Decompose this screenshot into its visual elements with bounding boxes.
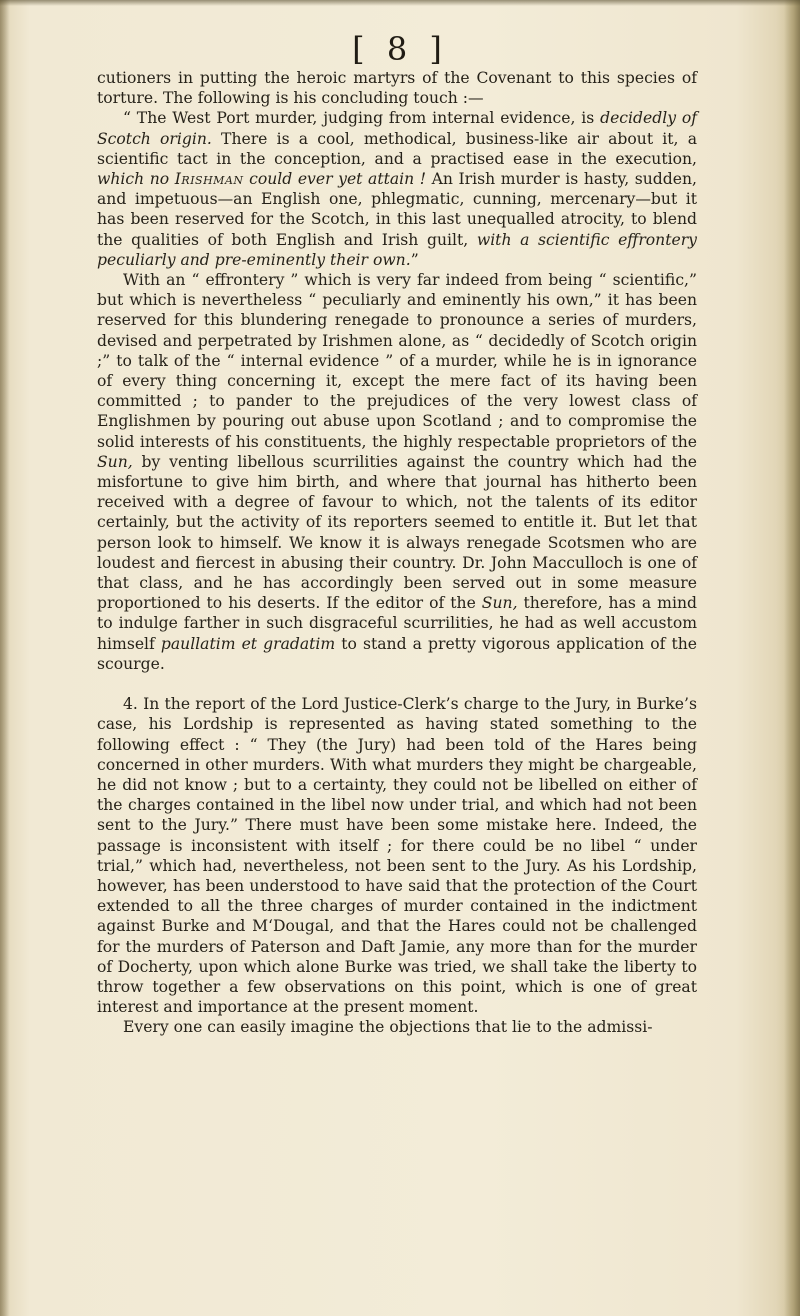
quote-text: There is a cool, methodical, business-like air about it, a scientific tact in the conception, and a practised ease in the execution,	[97, 129, 697, 168]
quoted-passage	[97, 108, 697, 270]
quote-text: An Irish murder is hasty, sudden, and impetuous—an English one, phlegmatic, cunning, mercenary—but it has been reserved for the Scotch, in this last unequalled atrocity, to blend the qualities of both English and Irish guilt,	[97, 170, 698, 249]
quote-emphasis: which no	[97, 170, 175, 189]
paragraph-section-4: 4. In the report of the Lord Justice-Clerk’s charge to the Jury, in Burke’s case, his Lordship is represented as having stated something to the following effect : “ They (the Jury) had been told of the Hares being concerned in other murders. With what murders they might be chargeable, he did not know ; but to a certainty, they could not be libelled on either of the charges contained in the libel now under trial, and which had not been sent to the Jury.” There must have been some mistake here. Indeed, the passage is inconsistent with itself ; for there could be no libel “ under trial,” which had, nevertheless, not been sent to the Jury. As his Lordship, however, has been understood to have said that the protection of the Court extended to all the three charges of murder contained in the indictment against Burke and M‘Dougal, and that the Hares could not be challenged for the murders of Paterson and Daft Jamie, any more than for the murder of Docherty, upon which alone Burke was tried, we shall take the liberty to throw together a few observations on this point, which is one of great interest and importance at the present moment.	[97, 695, 697, 1017]
paragraph-final: Every one can easily imagine the objections that lie to the admissi-	[123, 1018, 653, 1037]
left-page-edge	[0, 0, 10, 1316]
page-number: [ 8 ]	[352, 30, 448, 68]
newspaper-title: Sun,	[481, 594, 518, 613]
quote-emphasis: with a scientific effrontery peculiarly and pre-eminently their own.	[97, 230, 697, 269]
paragraph-text: by venting libellous scurrilities against the country which had the misfortune to give him birth, and where that journal has hitherto been received with a degree of favour to which, not the talents of its editor certainly, but the activity of its reporters seemed to entitle it. But let that person look to himself. We know it is always renegade Scotsmen who are loudest and fiercest in abusing their country. Dr. John Macculloch is one of that class, and he has accordingly been served out in some measure proportioned to his deserts. If the editor of the	[97, 452, 697, 613]
latin-phrase: paullatim et gradatim	[160, 634, 336, 653]
newspaper-title: Sun,	[97, 452, 133, 471]
quote-close: ”	[410, 250, 419, 269]
quote-emphasis: could ever yet attain !	[243, 170, 427, 189]
quote-emphasis-smallcaps: Irishman	[174, 170, 244, 189]
paragraph-text: to stand a pretty vigorous application of the scourge.	[97, 634, 697, 673]
body-text	[97, 68, 697, 1038]
quote-text: “ The West Port murder, judging from internal evidence, is	[123, 109, 601, 128]
paragraph-effrontery	[97, 270, 697, 674]
paragraph-continuation: cutioners in putting the heroic martyrs of the Covenant to this species of torture. The following is his concluding touch :—	[97, 69, 697, 108]
paragraph-text: therefore, has a mind to indulge farther in such disgraceful scurrilities, he had as well accustom himself	[97, 594, 697, 653]
quote-emphasis: decidedly of Scotch origin.	[97, 109, 698, 148]
top-page-edge	[0, 0, 800, 6]
right-binding-edge	[784, 0, 800, 1316]
paragraph-text: With an “ effrontery ” which is very far indeed from being “ scientific,” but which is nevertheless “ peculiarly and eminently his own,” it has been reserved for this blundering renegade to pronounce a series of murders, devised and perpetrated by Irishmen alone, as “ decidedly of Scotch origin ;” to talk of the “ internal evidence ” of a murder, while he is in ignorance of every thing concerning it, except the mere fact of its having been committed ; to pander to the prejudices of the very lowest class of Englishmen by pouring out abuse upon Scotland ; and to compromise the solid interests of his constituents, the highly respectable proprietors of the	[97, 271, 697, 451]
